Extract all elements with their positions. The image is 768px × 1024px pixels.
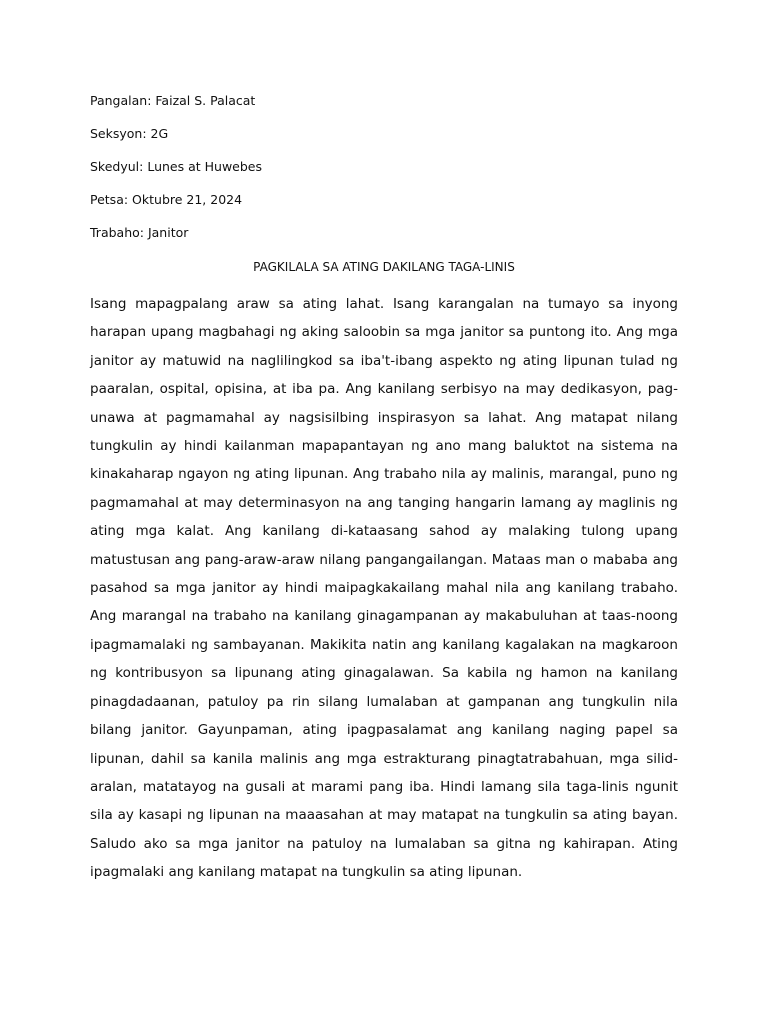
document-title: PAGKILALA SA ATING DAKILANG TAGA-LINIS [253,260,515,274]
body-paragraph: Isang mapagpalang araw sa ating lahat. Isang karangalan na tumayo sa inyong harapan upang magbahagi ng aking saloobin sa mga janitor sa puntong ito. Ang mga janitor ay matuwid na naglilingkod sa iba't-ibang aspekto ng ating lipunan tulad ng paaralan, ospital, opisina, at iba pa. Ang kanilang serbisyo na may dedikasyon, pag-unawa at pagmamahal ay nagsisilbing inspirasyon sa lahat. Ang matapat nilang tungkulin ay hindi kailanman mapapantayan ng ano mang baluktot na sistema na kinakaharap ngayon ng ating lipunan. Ang trabaho nila ay malinis, marangal, puno ng pagmamahal at may determinasyon na ang tanging hangarin lamang ay maglinis ng ating mga kalat. Ang kanilang di-kataasang sahod ay malaking tulong upang matustusan ang pang-araw-araw nilang pangangailangan. Mataas man o mababa ang pasahod sa mga janitor ay hindi maipagkakailang mahal nila ang kanilang trabaho. Ang marangal na trabaho na kanilang ginagampanan ay makabuluhan at taas-noong ipagmamalaki ng sambayanan. Makikita natin ang kanilang kagalakan na magkaroon ng kontribusyon sa lipunang ating ginagalawan. Sa kabila ng hamon na kanilang pinagdadaanan, patuloy pa rin silang lumalaban at gampanan ang tungkulin nila bilang janitor. Gayunpaman, ating ipagpasalamat ang kanilang naging papel sa lipunan, dahil sa kanila malinis ang mga estrakturang pinagtatrabahuan, mga silid-aralan, matatayog na gusali at marami pang iba. Hindi lamang sila taga-linis ngunit sila ay kasapi ng lipunan na maaasahan at may matapat na tungkulin sa ating bayan. Saludo ako sa mga janitor na patuloy na lumalaban sa gitna ng kahirapan. Ating ipagmalaki ang kanilang matapat na tungkulin sa ating lipunan. [90,296,678,881]
name-line: Pangalan: Faizal S. Palacat [90,93,256,108]
section-line: Seksyon: 2G [90,126,169,141]
job-line: Trabaho: Janitor [90,225,189,240]
schedule-line: Skedyul: Lunes at Huwebes [90,159,263,174]
header-info [90,93,680,258]
date-line: Petsa: Oktubre 21, 2024 [90,192,243,207]
